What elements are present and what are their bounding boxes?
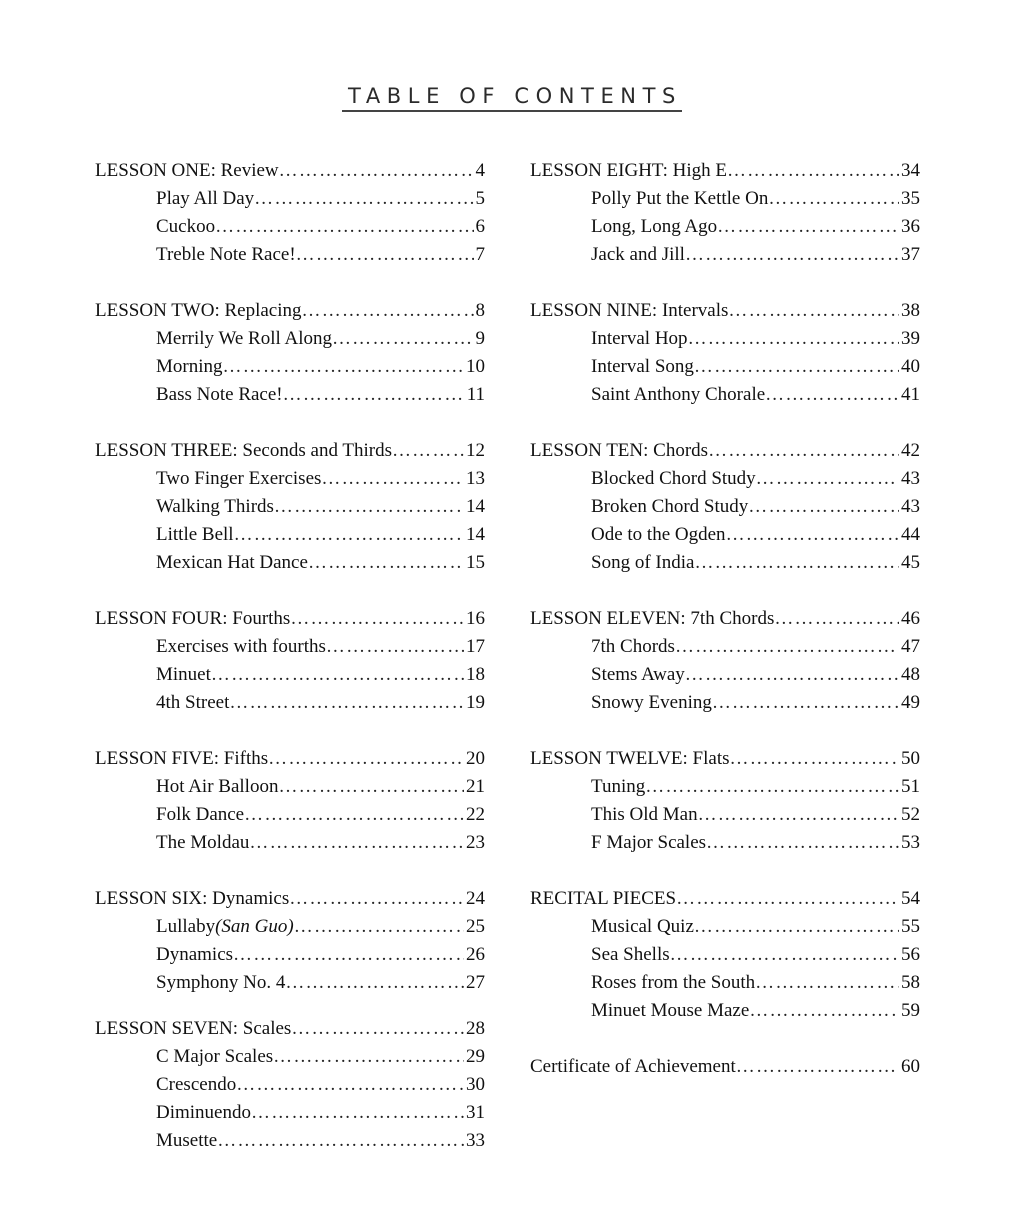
toc-page-number: 54 xyxy=(901,888,920,909)
dot-leader xyxy=(233,941,464,969)
toc-page-number: 14 xyxy=(466,524,485,545)
toc-entry-title: Roses from the South xyxy=(591,972,756,993)
toc-entry-title: LESSON FIVE: Fifths xyxy=(95,748,269,769)
toc-page-number: 18 xyxy=(466,664,485,685)
dot-leader xyxy=(675,633,899,661)
dot-leader xyxy=(229,689,464,717)
toc-page-number: 42 xyxy=(901,440,920,461)
dot-leader xyxy=(694,913,899,941)
toc-entry-title: This Old Man xyxy=(591,804,698,825)
dot-leader xyxy=(291,1015,464,1043)
toc-entry-title: Snowy Evening xyxy=(591,692,712,713)
toc-entry-title: RECITAL PIECES xyxy=(530,888,677,909)
toc-entry-title: Saint Anthony Chorale xyxy=(591,384,766,405)
dot-leader xyxy=(294,913,464,941)
toc-entry-title: F Major Scales xyxy=(591,832,707,853)
toc-section-heading[interactable] xyxy=(530,297,920,325)
toc-entry-title: Musical Quiz xyxy=(591,916,694,937)
toc-section-heading[interactable] xyxy=(95,297,485,325)
toc-entry-title: Musette xyxy=(156,1130,218,1151)
toc-section xyxy=(95,437,485,577)
toc-entry[interactable] xyxy=(95,381,485,409)
toc-section-heading[interactable] xyxy=(95,885,485,913)
toc-entry-title: Morning xyxy=(156,356,223,377)
toc-entry-title: Bass Note Race! xyxy=(156,384,283,405)
dot-leader xyxy=(726,521,899,549)
toc-page-number: 41 xyxy=(901,384,920,405)
toc-page-number: 48 xyxy=(901,664,920,685)
toc-page-number: 26 xyxy=(466,944,485,965)
toc-entry[interactable] xyxy=(95,941,485,969)
dot-leader xyxy=(296,241,474,269)
dot-leader xyxy=(706,829,899,857)
toc-entry-title: Little Bell xyxy=(156,524,234,545)
dot-leader xyxy=(774,605,899,633)
dot-leader xyxy=(768,185,899,213)
toc-section xyxy=(530,157,920,269)
dot-leader xyxy=(268,745,464,773)
toc-entry-title: Tuning xyxy=(591,776,646,797)
dot-leader xyxy=(217,1127,464,1155)
toc-entry[interactable] xyxy=(530,941,920,969)
toc-entry[interactable] xyxy=(530,801,920,829)
toc-entry[interactable] xyxy=(95,241,485,269)
toc-section xyxy=(95,885,485,997)
toc-section-heading[interactable] xyxy=(530,745,920,773)
toc-entry[interactable] xyxy=(530,381,920,409)
toc-entry-title: LESSON SEVEN: Scales xyxy=(95,1018,292,1039)
dot-leader xyxy=(283,381,465,409)
toc-page-number: 7 xyxy=(475,244,485,265)
toc-section-heading[interactable] xyxy=(95,157,485,185)
toc-page-number: 40 xyxy=(901,356,920,377)
dot-leader xyxy=(676,885,899,913)
toc-section xyxy=(530,297,920,409)
toc-entry[interactable] xyxy=(95,829,485,857)
toc-entry[interactable] xyxy=(95,1099,485,1127)
toc-page-number: 53 xyxy=(901,832,920,853)
dot-leader xyxy=(302,297,474,325)
toc-page-number: 36 xyxy=(901,216,920,237)
toc-entry[interactable] xyxy=(530,241,920,269)
dot-leader xyxy=(326,633,464,661)
toc-entry[interactable] xyxy=(95,521,485,549)
dot-leader xyxy=(756,465,899,493)
dot-leader xyxy=(244,801,464,829)
toc-entry[interactable] xyxy=(95,213,485,241)
dot-leader xyxy=(698,801,899,829)
toc-entry-title: Lullaby xyxy=(156,916,216,937)
toc-page-number: 14 xyxy=(466,496,485,517)
toc-page-number: 24 xyxy=(466,888,485,909)
toc-page-number: 13 xyxy=(466,468,485,489)
toc-entry-title: LESSON EIGHT: High E xyxy=(530,160,727,181)
toc-page-number: 12 xyxy=(466,440,485,461)
toc-entry-title: Play All Day xyxy=(156,188,255,209)
toc-entry-title: LESSON THREE: Seconds and Thirds xyxy=(95,440,392,461)
toc-page-number: 22 xyxy=(466,804,485,825)
toc-entry-title: Interval Song xyxy=(591,356,694,377)
toc-entry-title: Long, Long Ago xyxy=(591,216,718,237)
dot-leader xyxy=(694,549,899,577)
toc-entry-title: Merrily We Roll Along xyxy=(156,328,332,349)
toc-entry-title: Two Finger Exercises xyxy=(156,468,322,489)
dot-leader xyxy=(717,213,899,241)
toc-entry-title: LESSON ELEVEN: 7th Chords xyxy=(530,608,775,629)
dot-leader xyxy=(765,381,899,409)
toc-entry[interactable] xyxy=(530,549,920,577)
toc-entry[interactable] xyxy=(530,997,920,1025)
toc-entry[interactable] xyxy=(530,185,920,213)
page-title-text: TABLE OF CONTENTS xyxy=(342,84,682,112)
toc-page-number: 19 xyxy=(466,692,485,713)
toc-entry-title: Polly Put the Kettle On xyxy=(591,188,769,209)
toc-entry-title: Ode to the Ogden xyxy=(591,524,726,545)
toc-entry[interactable] xyxy=(95,1127,485,1155)
toc-entry-title: Blocked Chord Study xyxy=(591,468,756,489)
toc-page-number: 52 xyxy=(901,804,920,825)
dot-leader xyxy=(736,1053,899,1081)
dot-leader xyxy=(392,437,464,465)
toc-page-number: 8 xyxy=(475,300,485,321)
dot-leader xyxy=(285,969,464,997)
dot-leader xyxy=(708,437,899,465)
page-title xyxy=(0,84,1020,108)
toc-section xyxy=(530,745,920,857)
toc-entry-title: Stems Away xyxy=(591,664,685,685)
toc-entry-title: Interval Hop xyxy=(591,328,688,349)
dot-leader xyxy=(712,689,899,717)
toc-page-number: 34 xyxy=(901,160,920,181)
toc-section xyxy=(530,437,920,577)
dot-leader xyxy=(321,465,464,493)
toc-entry-title: The Moldau xyxy=(156,832,250,853)
toc-entry[interactable] xyxy=(530,913,920,941)
toc-entry[interactable] xyxy=(530,969,920,997)
dot-leader xyxy=(308,549,464,577)
toc-entry-note: (San Guo) xyxy=(215,916,294,937)
toc-page-number: 60 xyxy=(901,1056,920,1077)
toc-entry-title: LESSON TEN: Chords xyxy=(530,440,709,461)
toc-page-number: 59 xyxy=(901,1000,920,1021)
toc-entry-title: Broken Chord Study xyxy=(591,496,749,517)
toc-entry[interactable] xyxy=(95,185,485,213)
dot-leader xyxy=(670,941,899,969)
toc-page-number: 46 xyxy=(901,608,920,629)
toc-section xyxy=(95,605,485,717)
toc-entry[interactable] xyxy=(95,969,485,997)
toc-entry[interactable] xyxy=(530,773,920,801)
toc-right-column xyxy=(530,157,920,1109)
toc-entry-title: Folk Dance xyxy=(156,804,245,825)
toc-entry[interactable] xyxy=(95,689,485,717)
toc-entry[interactable] xyxy=(95,661,485,689)
toc-entry-title: Hot Air Balloon xyxy=(156,776,279,797)
toc-page-number: 44 xyxy=(901,524,920,545)
toc-page-number: 45 xyxy=(901,552,920,573)
toc-entry-title: 7th Chords xyxy=(591,636,675,657)
toc-entry-title: LESSON NINE: Intervals xyxy=(530,300,729,321)
dot-leader xyxy=(234,521,464,549)
toc-section xyxy=(95,745,485,857)
dot-leader xyxy=(730,745,899,773)
toc-entry-title: Treble Note Race! xyxy=(156,244,296,265)
dot-leader xyxy=(645,773,899,801)
toc-page-number: 38 xyxy=(901,300,920,321)
dot-leader xyxy=(211,661,464,689)
toc-entry[interactable] xyxy=(530,465,920,493)
toc-page-number: 39 xyxy=(901,328,920,349)
dot-leader xyxy=(254,185,473,213)
toc-page-number: 27 xyxy=(466,972,485,993)
dot-leader xyxy=(223,353,465,381)
toc-section xyxy=(95,1015,485,1155)
dot-leader xyxy=(279,157,474,185)
toc-page-number: 16 xyxy=(466,608,485,629)
toc-section xyxy=(530,1053,920,1081)
toc-entry-title: C Major Scales xyxy=(156,1046,274,1067)
toc-entry-title: Dynamics xyxy=(156,944,234,965)
toc-page-number: 43 xyxy=(901,496,920,517)
toc-entry-title: LESSON TWO: Replacing xyxy=(95,300,302,321)
toc-entry[interactable] xyxy=(95,1071,485,1099)
toc-entry-title: Symphony No. 4 xyxy=(156,972,286,993)
toc-section xyxy=(95,297,485,409)
toc-entry[interactable] xyxy=(95,325,485,353)
toc-entry[interactable] xyxy=(95,773,485,801)
toc-entry-title: LESSON TWELVE: Flats xyxy=(530,748,730,769)
toc-page-number: 56 xyxy=(901,944,920,965)
toc-section-heading[interactable] xyxy=(95,437,485,465)
toc-section xyxy=(530,605,920,717)
toc-entry-title: Crescendo xyxy=(156,1074,237,1095)
dot-leader xyxy=(749,997,899,1025)
toc-entry[interactable] xyxy=(95,353,485,381)
toc-page-number: 37 xyxy=(901,244,920,265)
toc-section-heading[interactable] xyxy=(95,745,485,773)
toc-entry-title: Mexican Hat Dance xyxy=(156,552,308,573)
dot-leader xyxy=(694,353,899,381)
toc-section xyxy=(95,157,485,269)
dot-leader xyxy=(249,829,464,857)
toc-entry[interactable] xyxy=(530,213,920,241)
toc-page-number: 25 xyxy=(466,916,485,937)
toc-entry-title: Certificate of Achievement xyxy=(530,1056,736,1077)
toc-page-number: 58 xyxy=(901,972,920,993)
dot-leader xyxy=(748,493,899,521)
toc-page-number: 55 xyxy=(901,916,920,937)
toc-entry[interactable] xyxy=(95,913,485,941)
dot-leader xyxy=(278,773,464,801)
toc-page-number: 10 xyxy=(466,356,485,377)
toc-entry-title: Song of India xyxy=(591,552,695,573)
toc-page-number: 17 xyxy=(466,636,485,657)
toc-entry[interactable] xyxy=(530,325,920,353)
dot-leader xyxy=(251,1099,464,1127)
toc-entry[interactable] xyxy=(95,633,485,661)
toc-page-number: 15 xyxy=(466,552,485,573)
toc-entry-title: LESSON SIX: Dynamics xyxy=(95,888,290,909)
toc-section-heading[interactable] xyxy=(95,605,485,633)
toc-entry-title: Sea Shells xyxy=(591,944,670,965)
dot-leader xyxy=(332,325,474,353)
toc-page-number: 50 xyxy=(901,748,920,769)
dot-leader xyxy=(215,213,473,241)
dot-leader xyxy=(755,969,899,997)
toc-page-number: 5 xyxy=(475,188,485,209)
toc-entry[interactable] xyxy=(95,493,485,521)
toc-section-heading[interactable] xyxy=(530,157,920,185)
toc-entry[interactable] xyxy=(530,829,920,857)
toc-entry[interactable] xyxy=(95,549,485,577)
dot-leader xyxy=(688,325,899,353)
toc-page-number: 29 xyxy=(466,1046,485,1067)
toc-entry[interactable] xyxy=(530,353,920,381)
toc-entry-title: Diminuendo xyxy=(156,1102,251,1123)
dot-leader xyxy=(685,241,899,269)
toc-page-number: 43 xyxy=(901,468,920,489)
toc-entry-title: LESSON FOUR: Fourths xyxy=(95,608,291,629)
toc-entry-title: Minuet Mouse Maze xyxy=(591,1000,750,1021)
toc-entry-title: Jack and Jill xyxy=(591,244,685,265)
toc-entry-title: LESSON ONE: Review xyxy=(95,160,279,181)
toc-section xyxy=(530,885,920,1025)
toc-page-number: 35 xyxy=(901,188,920,209)
toc-section-heading[interactable] xyxy=(530,437,920,465)
toc-page-number: 31 xyxy=(466,1102,485,1123)
toc-page-number: 11 xyxy=(466,384,485,405)
toc-entry[interactable] xyxy=(530,493,920,521)
toc-page-number: 9 xyxy=(475,328,485,349)
toc-section-heading[interactable] xyxy=(95,1015,485,1043)
toc-entry-title: Exercises with fourths xyxy=(156,636,326,657)
dot-leader xyxy=(289,885,464,913)
dot-leader xyxy=(728,297,899,325)
toc-page-number: 33 xyxy=(466,1130,485,1151)
toc-left-column xyxy=(95,157,485,1183)
dot-leader xyxy=(685,661,899,689)
dot-leader xyxy=(274,493,464,521)
toc-page-number: 51 xyxy=(901,776,920,797)
toc-entry[interactable] xyxy=(95,1043,485,1071)
toc-entry[interactable] xyxy=(530,521,920,549)
toc-section-heading[interactable] xyxy=(530,1053,920,1081)
dot-leader xyxy=(273,1043,464,1071)
toc-entry[interactable] xyxy=(530,689,920,717)
toc-page-number: 21 xyxy=(466,776,485,797)
toc-page-number: 4 xyxy=(475,160,485,181)
toc-entry-title: Minuet xyxy=(156,664,211,685)
toc-entry-title: Cuckoo xyxy=(156,216,216,237)
toc-page-number: 23 xyxy=(466,832,485,853)
toc-page-number: 28 xyxy=(466,1018,485,1039)
toc-entry-title: Walking Thirds xyxy=(156,496,274,517)
toc-page-number: 49 xyxy=(901,692,920,713)
toc-section-heading[interactable] xyxy=(530,885,920,913)
dot-leader xyxy=(236,1071,464,1099)
toc-page-number: 30 xyxy=(466,1074,485,1095)
dot-leader xyxy=(290,605,464,633)
toc-entry[interactable] xyxy=(95,465,485,493)
dot-leader xyxy=(727,157,899,185)
toc-section-heading[interactable] xyxy=(530,605,920,633)
toc-entry[interactable] xyxy=(530,633,920,661)
toc-entry[interactable] xyxy=(530,661,920,689)
toc-entry[interactable] xyxy=(95,801,485,829)
toc-page-number: 6 xyxy=(475,216,485,237)
toc-page-number: 20 xyxy=(466,748,485,769)
toc-page-number: 47 xyxy=(901,636,920,657)
toc-entry-title: 4th Street xyxy=(156,692,230,713)
